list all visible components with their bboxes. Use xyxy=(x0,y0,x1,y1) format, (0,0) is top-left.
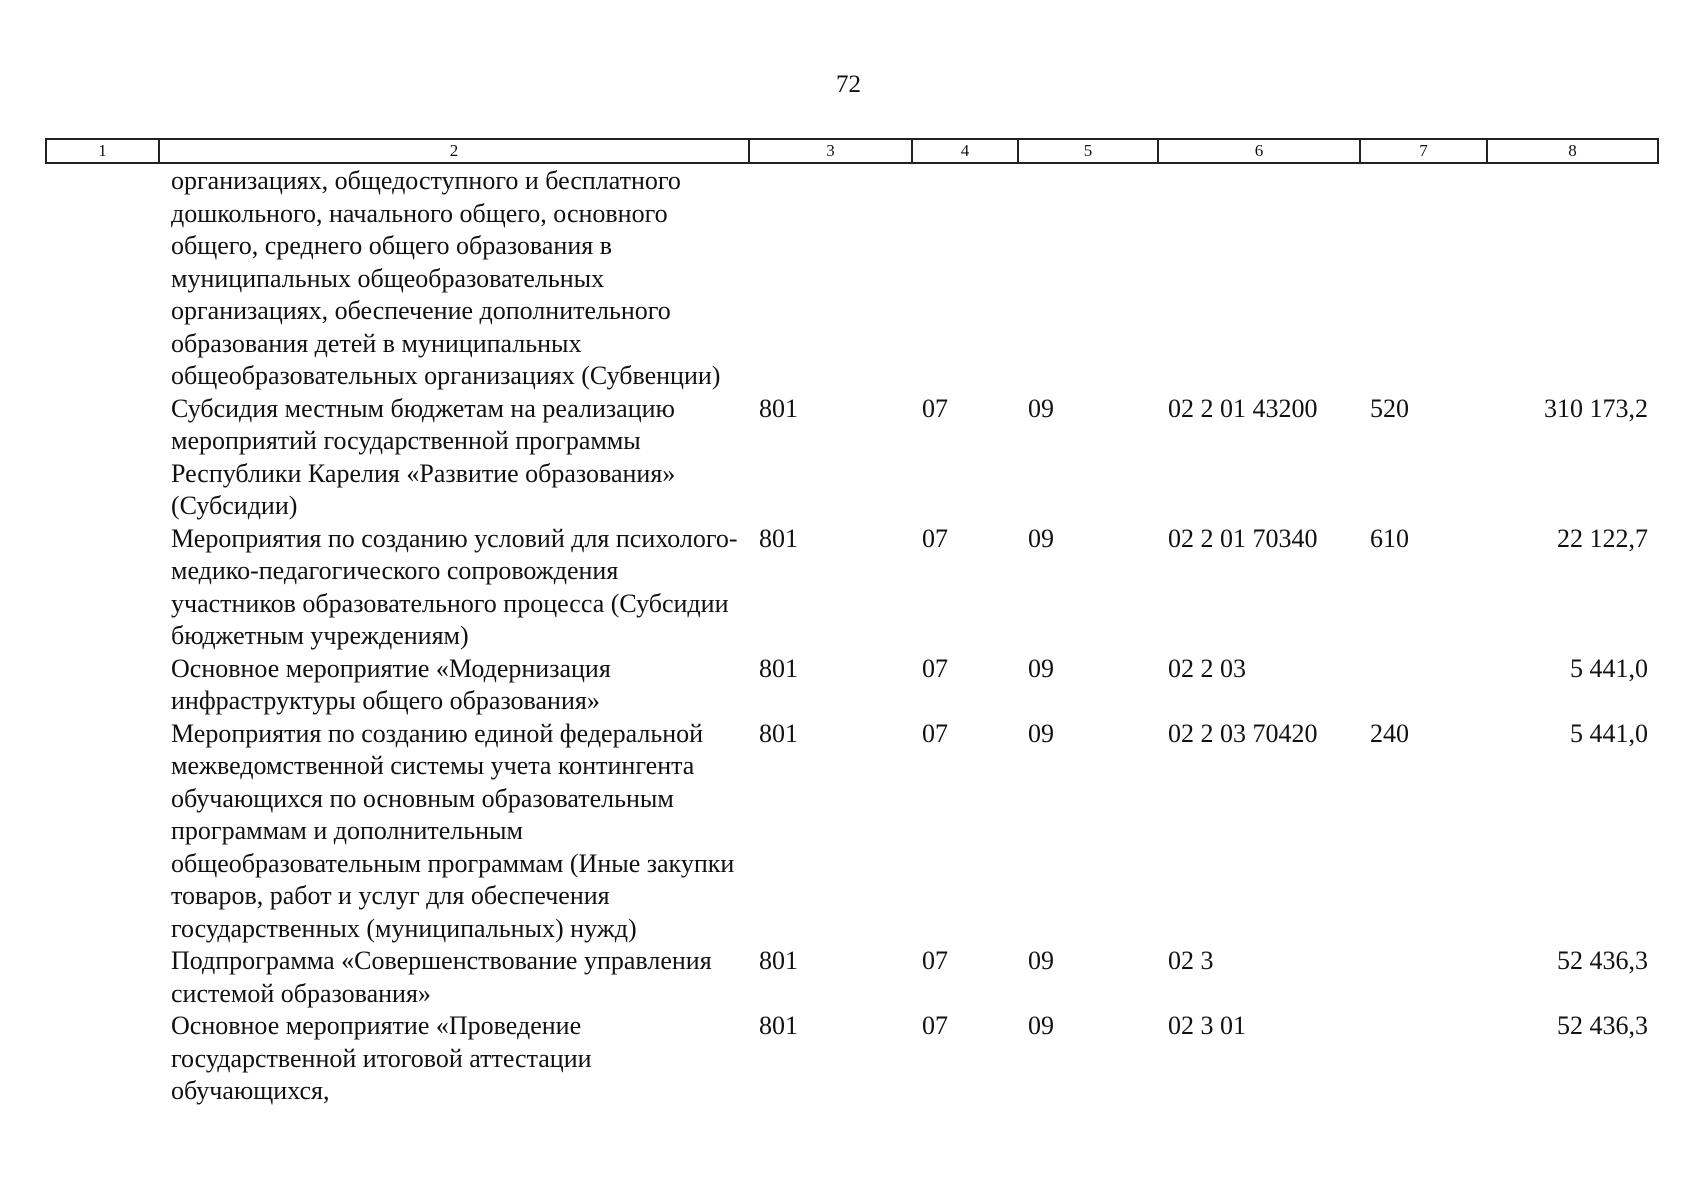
table-row xyxy=(46,393,1658,523)
row-ministry: 801 xyxy=(759,718,798,748)
row-amount: 22 122,7 xyxy=(1557,523,1648,553)
row-expense-type xyxy=(1360,653,1487,718)
row-col1 xyxy=(46,1010,159,1108)
row-target: 02 2 01 70340 xyxy=(1168,523,1318,553)
row-target: 02 2 03 70420 xyxy=(1168,718,1318,748)
row-target xyxy=(1158,163,1360,393)
row-expense-type xyxy=(1360,163,1487,393)
row-section: 07 xyxy=(922,946,948,975)
row-name: Субсидия местным бюджетам на реализацию мероприятий государственной программы Республики Карелия «Развитие образования» (Субсидии) xyxy=(171,393,676,520)
table-row xyxy=(46,653,1658,718)
column-number: 6 xyxy=(1158,139,1360,163)
row-name: Основное мероприятие «Проведение государственной итоговой аттестации обучающихся, xyxy=(171,1011,592,1105)
row-col1 xyxy=(46,523,159,653)
row-amount: 310 173,2 xyxy=(1544,393,1648,423)
row-subsection: 09 xyxy=(1028,946,1054,975)
row-subsection: 09 xyxy=(1028,523,1054,553)
row-amount: 52 436,3 xyxy=(1557,1011,1648,1040)
row-ministry: 801 xyxy=(759,1011,798,1040)
row-expense-type: 520 xyxy=(1370,393,1409,423)
column-number: 7 xyxy=(1360,139,1487,163)
row-target: 02 2 03 xyxy=(1168,653,1246,683)
row-name: Подпрограмма «Совершенствование управления системой образования» xyxy=(171,946,712,1008)
row-target: 02 3 01 xyxy=(1168,1011,1246,1040)
table-body xyxy=(46,163,1658,1108)
row-section: 07 xyxy=(922,393,948,423)
row-col1 xyxy=(46,163,159,393)
row-expense-type: 610 xyxy=(1370,523,1409,553)
row-col1 xyxy=(46,653,159,718)
table-row xyxy=(46,945,1658,1010)
row-col1 xyxy=(46,945,159,1010)
table-row xyxy=(46,1010,1658,1108)
column-number: 2 xyxy=(159,139,749,163)
row-amount: 5 441,0 xyxy=(1570,718,1648,748)
row-subsection: 09 xyxy=(1028,653,1054,683)
row-name: Мероприятия по созданию единой федеральной межведомственной системы учета контингента обучающихся по основным образовательным программам и дополнительным общеобразовательным программам (Иные закупки товаров, работ и услуг для обеспечения государственных (муниципальных) нужд) xyxy=(171,718,735,943)
row-section xyxy=(912,163,1018,393)
row-amount xyxy=(1487,163,1658,393)
row-expense-type: 240 xyxy=(1370,718,1409,748)
row-target: 02 2 01 43200 xyxy=(1168,393,1318,423)
row-col1 xyxy=(46,718,159,946)
row-section: 07 xyxy=(922,523,948,553)
column-number: 4 xyxy=(912,139,1018,163)
row-subsection: 09 xyxy=(1028,718,1054,748)
column-number-row xyxy=(46,139,1658,163)
row-ministry: 801 xyxy=(759,653,798,683)
row-expense-type xyxy=(1360,945,1487,1010)
row-amount: 52 436,3 xyxy=(1557,946,1648,975)
row-expense-type xyxy=(1360,1010,1487,1108)
row-subsection: 09 xyxy=(1028,393,1054,423)
table-row xyxy=(46,163,1658,393)
row-name: организациях, общедоступного и бесплатного дошкольного, начального общего, основного общего, среднего общего образования в муниципальных общеобразовательных организациях, обеспечение дополнительного образования детей в муниципальных общеобразовательных организациях (Субвенции) xyxy=(171,166,721,390)
column-number: 1 xyxy=(46,139,159,163)
row-subsection: 09 xyxy=(1028,1011,1054,1040)
page-number: 72 xyxy=(836,71,861,98)
column-number: 5 xyxy=(1018,139,1158,163)
row-name: Мероприятия по созданию условий для психолого-медико-педагогического сопровождения участников образовательного процесса (Субсидии бюджетным учреждениям) xyxy=(171,523,738,650)
row-amount: 5 441,0 xyxy=(1570,653,1648,683)
row-ministry xyxy=(749,163,912,393)
row-ministry: 801 xyxy=(759,946,798,975)
row-section: 07 xyxy=(922,653,948,683)
row-target: 02 3 xyxy=(1168,946,1214,975)
row-col1 xyxy=(46,393,159,523)
table-row xyxy=(46,718,1658,946)
table-header xyxy=(46,139,1658,163)
row-subsection xyxy=(1018,163,1158,393)
column-number: 8 xyxy=(1487,139,1658,163)
row-ministry: 801 xyxy=(759,393,798,423)
row-ministry: 801 xyxy=(759,523,798,553)
column-number: 3 xyxy=(749,139,912,163)
row-section: 07 xyxy=(922,718,948,748)
row-name: Основное мероприятие «Модернизация инфраструктуры общего образования» xyxy=(171,653,611,715)
table-row xyxy=(46,523,1658,653)
row-section: 07 xyxy=(922,1011,948,1040)
budget-table xyxy=(45,138,1659,1108)
